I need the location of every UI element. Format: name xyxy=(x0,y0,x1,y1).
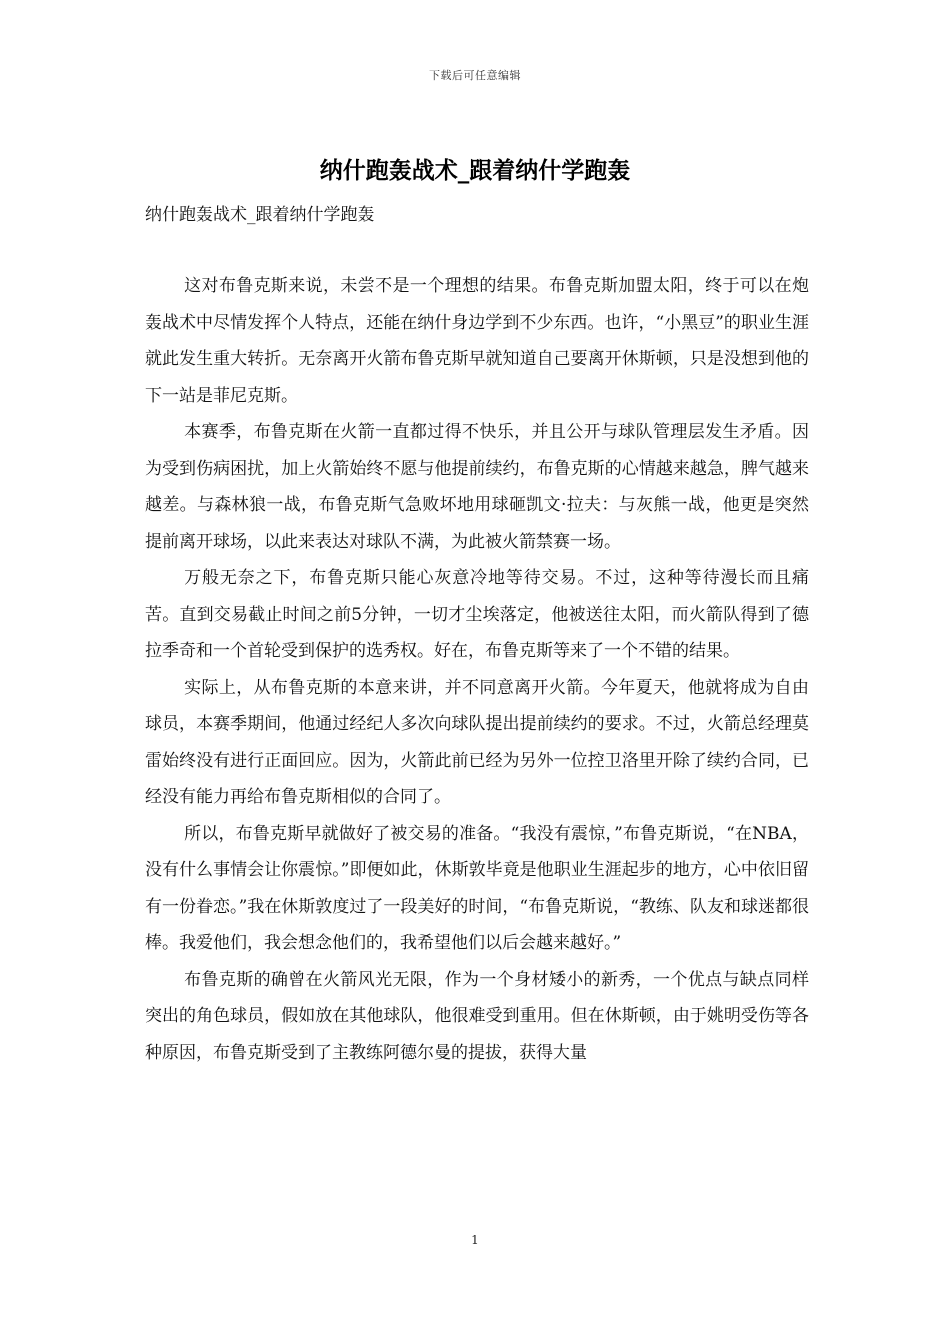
paragraph: 实际上，从布鲁克斯的本意来讲，并不同意离开火箭。今年夏天，他就将成为自由球员，本赛季期间，他通过经纪人多次向球队提出提前续约的要求。不过，火箭总经理莫雷始终没有进行正面回应。因为，火箭此前已经为另外一位控卫洛里开除了续约合同，已经没有能力再给布鲁克斯相似的合同了。 xyxy=(145,677,809,807)
document-subtitle: 纳什跑轰战术_跟着纳什学跑轰 xyxy=(145,205,375,225)
paragraph: 所以，布鲁克斯早就做好了被交易的准备。“我没有震惊，”布鲁克斯说，“在NBA，没有什么事情会让你震惊。”即便如此，休斯敦毕竟是他职业生涯起步的地方，心中依旧留有一份眷恋。”我在休斯敦度过了一段美好的时间，“布鲁克斯说，“教练、队友和球迷都很棒。我爱他们，我会想念他们的，我希望他们以后会越来越好。” xyxy=(145,823,809,953)
document-body xyxy=(145,268,809,1071)
page-number: 1 xyxy=(471,1233,479,1247)
paragraph: 布鲁克斯的确曾在火箭风光无限，作为一个身材矮小的新秀，一个优点与缺点同样突出的角色球员，假如放在其他球队，他很难受到重用。但在休斯顿，由于姚明受伤等各种原因，布鲁克斯受到了主教练阿德尔曼的提拔，获得大量 xyxy=(145,969,809,1063)
header-note: 下载后可任意编辑 xyxy=(429,69,521,82)
paragraph: 这对布鲁克斯来说，未尝不是一个理想的结果。布鲁克斯加盟太阳，终于可以在炮轰战术中尽情发挥个人特点，还能在纳什身边学到不少东西。也许，“小黑豆”的职业生涯就此发生重大转折。无奈离开火箭布鲁克斯早就知道自己要离开休斯顿，只是没想到他的下一站是菲尼克斯。 xyxy=(145,276,809,406)
paragraph: 本赛季，布鲁克斯在火箭一直都过得不快乐，并且公开与球队管理层发生矛盾。因为受到伤病困扰，加上火箭始终不愿与他提前续约，布鲁克斯的心情越来越急，脾气越来越差。与森林狼一战，布鲁克斯气急败坏地用球砸凯文·拉夫：与灰熊一战，他更是突然提前离开球场，以此来表达对球队不满，为此被火箭禁赛一场。 xyxy=(145,422,809,552)
document-title: 纳什跑轰战术_跟着纳什学跑轰 xyxy=(319,157,631,184)
paragraph: 万般无奈之下，布鲁克斯只能心灰意冷地等待交易。不过，这种等待漫长而且痛苦。直到交易截止时间之前5分钟，一切才尘埃落定，他被送往太阳，而火箭队得到了德拉季奇和一个首轮受到保护的选秀权。好在，布鲁克斯等来了一个不错的结果。 xyxy=(145,568,809,661)
